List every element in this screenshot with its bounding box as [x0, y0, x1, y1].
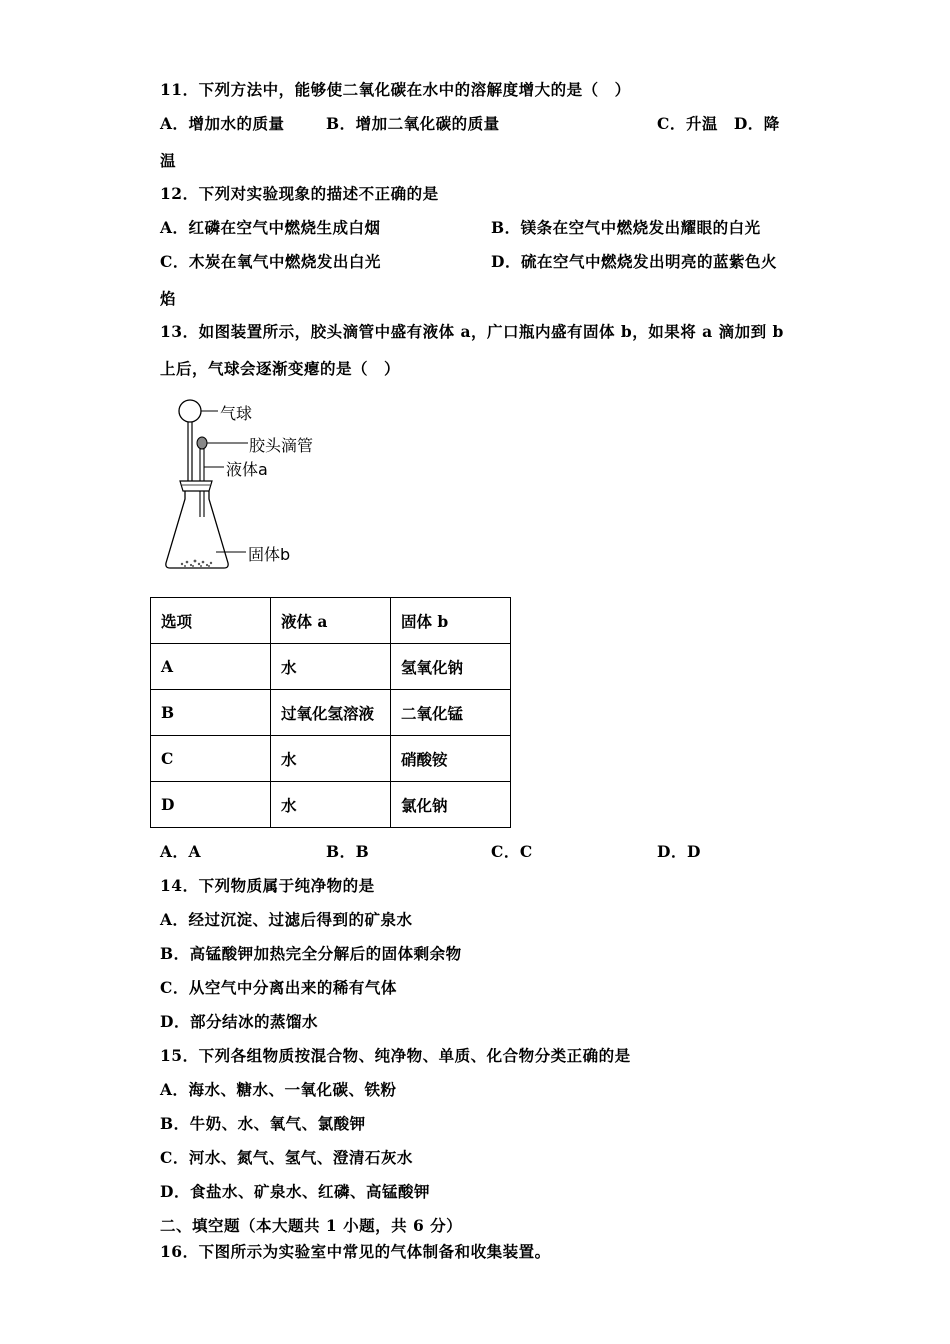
table-header-cell: 选项	[151, 598, 271, 644]
table-cell: 水	[271, 736, 391, 782]
q13-choice-d: D．D	[657, 842, 701, 861]
q14-option-a: A．经过沉淀、过滤后得到的矿泉水	[160, 910, 413, 929]
q12-option-b: B．镁条在空气中燃烧发出耀眼的白光	[491, 218, 761, 237]
q13-stem-line1: 13．如图装置所示，胶头滴管中盛有液体 a，广口瓶内盛有固体 b，如果将 a 滴加到 b	[160, 322, 784, 341]
section-2-title: 二、填空题（本大题共 1 小题，共 6 分）	[160, 1216, 463, 1235]
q15-option-b: B．牛奶、水、氧气、氯酸钾	[160, 1114, 366, 1133]
q13-choice-b: B．B	[326, 842, 370, 861]
q12-option-d: D．硫在空气中燃烧发出明亮的蓝紫色火	[491, 252, 777, 271]
solid-b-label: 固体b	[248, 545, 291, 564]
table-cell: 水	[271, 644, 391, 690]
table-row	[151, 736, 511, 782]
table-cell: B	[151, 690, 271, 736]
q15-option-a: A．海水、糖水、一氧化碳、铁粉	[160, 1080, 397, 1099]
table-header-cell: 液体 a	[271, 598, 391, 644]
table-cell: 过氧化氢溶液	[271, 690, 391, 736]
table-row	[151, 782, 511, 828]
stopper	[180, 481, 212, 491]
q13-choice-c: C．C	[491, 842, 533, 861]
balloon-label: 气球	[220, 404, 253, 423]
q16-stem: 16．下图所示为实验室中常见的气体制备和收集装置。	[160, 1242, 551, 1261]
q11-option-cd-wrap: 温	[160, 151, 177, 170]
q15-stem: 15．下列各组物质按混合物、纯净物、单质、化合物分类正确的是	[160, 1046, 631, 1065]
q12-option-c: C．木炭在氧气中燃烧发出白光	[160, 252, 381, 271]
solid-b-particles	[181, 560, 212, 567]
table-cell: 氢氧化钠	[391, 644, 511, 690]
q12-option-a: A．红磷在空气中燃烧生成白烟	[160, 218, 381, 237]
dropper-label: 胶头滴管	[249, 436, 314, 455]
q11-option-cd: C．升温 D．降	[657, 114, 780, 133]
balloon-shape	[179, 400, 201, 422]
table-cell: 二氧化锰	[391, 690, 511, 736]
q14-option-c: C．从空气中分离出来的稀有气体	[160, 978, 397, 997]
q15-option-c: C．河水、氮气、氢气、澄清石灰水	[160, 1148, 413, 1167]
q14-option-d: D．部分结冰的蒸馏水	[160, 1012, 318, 1031]
q11-option-a: A．增加水的质量	[160, 114, 285, 133]
table-cell: 水	[271, 782, 391, 828]
liquid-a-label: 液体a	[226, 460, 268, 479]
table-row	[151, 690, 511, 736]
dropper-bulb	[197, 437, 207, 449]
table-header-cell: 固体 b	[391, 598, 511, 644]
q13-choice-a: A．A	[160, 842, 202, 861]
q12-option-d-wrap: 焰	[160, 289, 177, 308]
table-row	[151, 644, 511, 690]
q11-stem: 11．下列方法中，能够使二氧化碳在水中的溶解度增大的是（ ）	[160, 80, 631, 99]
q12-stem: 12．下列对实验现象的描述不正确的是	[160, 184, 439, 203]
table-cell: 氯化钠	[391, 782, 511, 828]
q13-stem-line2: 上后，气球会逐渐变瘪的是（ ）	[160, 359, 401, 378]
q14-stem: 14．下列物质属于纯净物的是	[160, 876, 375, 895]
table-cell: A	[151, 644, 271, 690]
apparatus-diagram	[160, 395, 340, 580]
table-cell: D	[151, 782, 271, 828]
conical-flask	[166, 491, 228, 568]
table-cell: C	[151, 736, 271, 782]
q14-option-b: B．高锰酸钾加热完全分解后的固体剩余物	[160, 944, 462, 963]
table-header-row	[151, 598, 511, 644]
q11-option-b: B．增加二氧化碳的质量	[326, 114, 500, 133]
table-cell: 硝酸铵	[391, 736, 511, 782]
q15-option-d: D．食盐水、矿泉水、红磷、高锰酸钾	[160, 1182, 430, 1201]
options-table	[150, 597, 511, 828]
